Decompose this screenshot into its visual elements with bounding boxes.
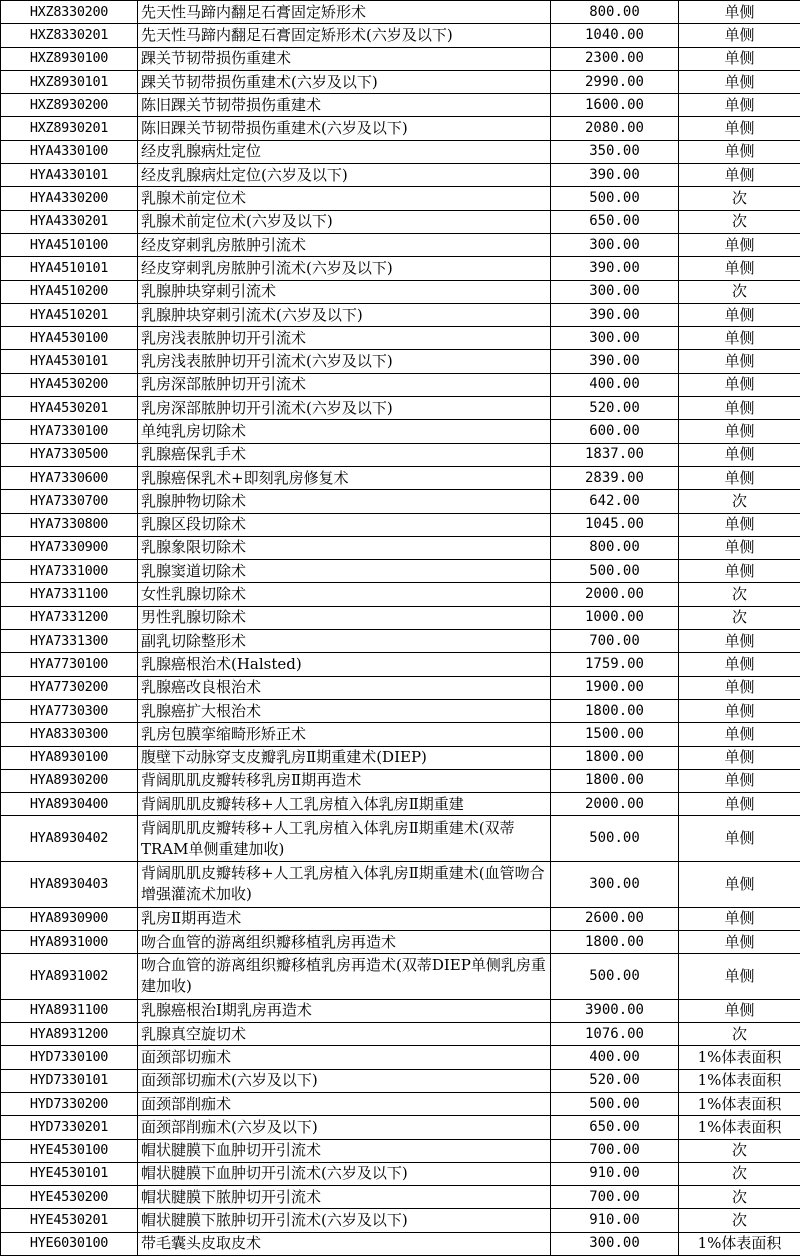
item-code-cell: HYA4330100 [1, 140, 138, 163]
item-code-cell: HYD7330200 [1, 1092, 138, 1115]
item-code-cell: HYD7330100 [1, 1046, 138, 1069]
item-price-cell: 1837.00 [551, 443, 679, 466]
item-name-cell: 面颈部切痂术 [138, 1046, 551, 1069]
item-code-cell: HYD7330201 [1, 1116, 138, 1139]
item-price-cell: 642.00 [551, 490, 679, 513]
item-name-cell: 面颈部削痂术 [138, 1092, 551, 1115]
item-unit-cell: 单侧 [679, 513, 800, 536]
item-code-cell: HYA8931200 [1, 1023, 138, 1046]
item-price-cell: 500.00 [551, 187, 679, 210]
item-price-cell: 300.00 [551, 233, 679, 256]
item-unit-cell: 次 [679, 583, 800, 606]
item-code-cell: HYA4510201 [1, 303, 138, 326]
item-unit-cell: 单侧 [679, 699, 800, 722]
item-unit-cell: 单侧 [679, 793, 800, 816]
item-name-cell: 经皮乳腺病灶定位(六岁及以下) [138, 164, 551, 187]
item-name-cell: 背阔肌肌皮瓣转移+人工乳房植入体乳房Ⅱ期重建术(血管吻合增强灌流术加收) [138, 861, 551, 907]
item-unit-cell: 单侧 [679, 769, 800, 792]
item-price-cell: 500.00 [551, 954, 679, 1000]
item-price-cell: 910.00 [551, 1162, 679, 1185]
item-name-cell: 乳腺术前定位术(六岁及以下) [138, 210, 551, 233]
item-code-cell: HXZ8930201 [1, 117, 138, 140]
item-unit-cell: 单侧 [679, 397, 800, 420]
item-code-cell: HYE4530101 [1, 1162, 138, 1185]
table-row [1, 746, 800, 769]
item-code-cell: HYE4530200 [1, 1186, 138, 1209]
item-price-cell: 400.00 [551, 373, 679, 396]
item-name-cell: 乳房包膜挛缩畸形矫正术 [138, 723, 551, 746]
item-unit-cell: 单侧 [679, 327, 800, 350]
item-name-cell: 乳腺肿块穿刺引流术 [138, 280, 551, 303]
table-row [1, 350, 800, 373]
item-code-cell: HYA4510200 [1, 280, 138, 303]
item-name-cell: 乳腺术前定位术 [138, 187, 551, 210]
item-name-cell: 乳腺癌扩大根治术 [138, 699, 551, 722]
table-row [1, 513, 800, 536]
item-code-cell: HYA8930200 [1, 769, 138, 792]
item-name-cell: 背阔肌肌皮瓣转移+人工乳房植入体乳房Ⅱ期重建 [138, 793, 551, 816]
item-price-cell: 390.00 [551, 350, 679, 373]
item-code-cell: HYA7730300 [1, 699, 138, 722]
item-unit-cell: 次 [679, 1139, 800, 1162]
item-code-cell: HYA7330500 [1, 443, 138, 466]
item-code-cell: HYA7331300 [1, 630, 138, 653]
table-row [1, 420, 800, 443]
item-unit-cell: 单侧 [679, 930, 800, 953]
item-price-cell: 300.00 [551, 280, 679, 303]
item-price-cell: 2600.00 [551, 907, 679, 930]
item-code-cell: HYA8930900 [1, 907, 138, 930]
item-price-cell: 520.00 [551, 1069, 679, 1092]
item-name-cell: 乳腺癌根治Ⅰ期乳房再造术 [138, 999, 551, 1022]
item-name-cell: 经皮乳腺病灶定位 [138, 140, 551, 163]
item-unit-cell: 单侧 [679, 536, 800, 559]
table-row [1, 930, 800, 953]
table-row [1, 1139, 800, 1162]
item-unit-cell: 单侧 [679, 350, 800, 373]
item-name-cell: 陈旧踝关节韧带损伤重建术 [138, 94, 551, 117]
item-unit-cell: 单侧 [679, 373, 800, 396]
item-unit-cell: 1%体表面积 [679, 1069, 800, 1092]
item-price-cell: 910.00 [551, 1209, 679, 1232]
item-name-cell: 腹壁下动脉穿支皮瓣乳房Ⅱ期重建术(DIEP) [138, 746, 551, 769]
item-name-cell: 乳腺癌保乳手术 [138, 443, 551, 466]
item-price-cell: 3900.00 [551, 999, 679, 1022]
table-row [1, 1069, 800, 1092]
item-code-cell: HYE4530100 [1, 1139, 138, 1162]
table-row [1, 70, 800, 93]
item-unit-cell: 次 [679, 1023, 800, 1046]
item-price-cell: 520.00 [551, 397, 679, 420]
item-price-cell: 1000.00 [551, 606, 679, 629]
item-unit-cell: 单侧 [679, 653, 800, 676]
item-code-cell: HXZ8330201 [1, 24, 138, 47]
item-code-cell: HYA7330800 [1, 513, 138, 536]
item-code-cell: HYA7331200 [1, 606, 138, 629]
item-price-cell: 800.00 [551, 536, 679, 559]
item-name-cell: 经皮穿刺乳房脓肿引流术 [138, 233, 551, 256]
item-unit-cell: 1%体表面积 [679, 1092, 800, 1115]
price-table-body [1, 1, 800, 1256]
item-price-cell: 700.00 [551, 630, 679, 653]
table-row [1, 257, 800, 280]
item-code-cell: HYA7330100 [1, 420, 138, 443]
item-code-cell: HYA7730200 [1, 676, 138, 699]
item-code-cell: HYA7331100 [1, 583, 138, 606]
item-unit-cell: 单侧 [679, 303, 800, 326]
table-row [1, 999, 800, 1022]
item-price-cell: 1800.00 [551, 769, 679, 792]
item-code-cell: HYA8930402 [1, 816, 138, 862]
item-price-cell: 300.00 [551, 861, 679, 907]
table-row [1, 233, 800, 256]
table-row [1, 187, 800, 210]
table-row [1, 583, 800, 606]
item-unit-cell: 单侧 [679, 1, 800, 24]
item-price-cell: 2839.00 [551, 466, 679, 489]
item-price-cell: 1045.00 [551, 513, 679, 536]
item-code-cell: HYA4530100 [1, 327, 138, 350]
item-price-cell: 700.00 [551, 1186, 679, 1209]
item-unit-cell: 单侧 [679, 723, 800, 746]
item-unit-cell: 单侧 [679, 443, 800, 466]
item-unit-cell: 单侧 [679, 164, 800, 187]
item-name-cell: 踝关节韧带损伤重建术(六岁及以下) [138, 70, 551, 93]
table-row [1, 907, 800, 930]
item-name-cell: 乳腺癌保乳术+即刻乳房修复术 [138, 466, 551, 489]
item-price-cell: 650.00 [551, 1116, 679, 1139]
table-row [1, 140, 800, 163]
item-price-cell: 1759.00 [551, 653, 679, 676]
item-unit-cell: 单侧 [679, 257, 800, 280]
item-unit-cell: 单侧 [679, 94, 800, 117]
item-price-cell: 1900.00 [551, 676, 679, 699]
item-code-cell: HYA7730100 [1, 653, 138, 676]
item-unit-cell: 单侧 [679, 70, 800, 93]
item-code-cell: HXZ8930100 [1, 47, 138, 70]
item-code-cell: HYA4530101 [1, 350, 138, 373]
table-row [1, 676, 800, 699]
item-unit-cell: 次 [679, 1162, 800, 1185]
item-price-cell: 700.00 [551, 1139, 679, 1162]
table-row [1, 164, 800, 187]
item-unit-cell: 单侧 [679, 24, 800, 47]
item-unit-cell: 单侧 [679, 954, 800, 1000]
item-name-cell: 乳腺区段切除术 [138, 513, 551, 536]
table-row [1, 861, 800, 907]
item-code-cell: HYA7330600 [1, 466, 138, 489]
item-code-cell: HYA4330201 [1, 210, 138, 233]
table-row [1, 699, 800, 722]
table-row [1, 606, 800, 629]
table-row [1, 1162, 800, 1185]
table-row [1, 1209, 800, 1232]
item-name-cell: 背阔肌肌皮瓣转移+人工乳房植入体乳房Ⅱ期重建术(双蒂TRAM单侧重建加收) [138, 816, 551, 862]
item-code-cell: HXZ8330200 [1, 1, 138, 24]
item-unit-cell: 单侧 [679, 47, 800, 70]
item-unit-cell: 单侧 [679, 630, 800, 653]
table-row [1, 630, 800, 653]
item-code-cell: HYA4530201 [1, 397, 138, 420]
table-row [1, 1232, 800, 1255]
item-name-cell: 男性乳腺切除术 [138, 606, 551, 629]
item-name-cell: 乳房Ⅱ期再造术 [138, 907, 551, 930]
item-name-cell: 女性乳腺切除术 [138, 583, 551, 606]
item-code-cell: HYA7331000 [1, 560, 138, 583]
item-code-cell: HYA8930400 [1, 793, 138, 816]
item-unit-cell: 单侧 [679, 816, 800, 862]
item-code-cell: HYA7330900 [1, 536, 138, 559]
item-name-cell: 乳房浅表脓肿切开引流术(六岁及以下) [138, 350, 551, 373]
item-name-cell: 乳腺癌根治术(Halsted) [138, 653, 551, 676]
item-code-cell: HYA4330200 [1, 187, 138, 210]
table-row [1, 536, 800, 559]
item-unit-cell: 次 [679, 1209, 800, 1232]
item-name-cell: 副乳切除整形术 [138, 630, 551, 653]
item-price-cell: 500.00 [551, 560, 679, 583]
item-name-cell: 吻合血管的游离组织瓣移植乳房再造术 [138, 930, 551, 953]
item-name-cell: 乳房浅表脓肿切开引流术 [138, 327, 551, 350]
item-unit-cell: 单侧 [679, 746, 800, 769]
item-price-cell: 2000.00 [551, 793, 679, 816]
item-price-cell: 1500.00 [551, 723, 679, 746]
item-name-cell: 帽状腱膜下血肿切开引流术 [138, 1139, 551, 1162]
table-row [1, 793, 800, 816]
item-price-cell: 800.00 [551, 1, 679, 24]
item-unit-cell: 次 [679, 490, 800, 513]
table-row [1, 443, 800, 466]
item-price-cell: 1076.00 [551, 1023, 679, 1046]
item-price-cell: 390.00 [551, 257, 679, 280]
item-code-cell: HYE4530201 [1, 1209, 138, 1232]
item-price-cell: 390.00 [551, 164, 679, 187]
item-unit-cell: 单侧 [679, 676, 800, 699]
item-code-cell: HYA8330300 [1, 723, 138, 746]
table-row [1, 1023, 800, 1046]
item-price-cell: 1800.00 [551, 930, 679, 953]
table-row [1, 327, 800, 350]
item-name-cell: 先天性马蹄内翻足石膏固定矫形术(六岁及以下) [138, 24, 551, 47]
item-price-cell: 1600.00 [551, 94, 679, 117]
item-unit-cell: 次 [679, 210, 800, 233]
item-price-cell: 300.00 [551, 1232, 679, 1255]
table-row [1, 466, 800, 489]
item-name-cell: 面颈部切痂术(六岁及以下) [138, 1069, 551, 1092]
item-price-cell: 390.00 [551, 303, 679, 326]
table-row [1, 1046, 800, 1069]
item-name-cell: 背阔肌肌皮瓣转移乳房Ⅱ期再造术 [138, 769, 551, 792]
item-price-cell: 600.00 [551, 420, 679, 443]
item-name-cell: 乳房深部脓肿切开引流术(六岁及以下) [138, 397, 551, 420]
table-row [1, 373, 800, 396]
item-code-cell: HYA4530200 [1, 373, 138, 396]
table-row [1, 1116, 800, 1139]
item-unit-cell: 单侧 [679, 560, 800, 583]
item-name-cell: 乳腺窦道切除术 [138, 560, 551, 583]
item-name-cell: 帽状腱膜下血肿切开引流术(六岁及以下) [138, 1162, 551, 1185]
item-code-cell: HXZ8930101 [1, 70, 138, 93]
item-code-cell: HYA8931002 [1, 954, 138, 1000]
item-price-cell: 2080.00 [551, 117, 679, 140]
item-price-cell: 1800.00 [551, 746, 679, 769]
item-name-cell: 陈旧踝关节韧带损伤重建术(六岁及以下) [138, 117, 551, 140]
item-unit-cell: 单侧 [679, 999, 800, 1022]
table-row [1, 769, 800, 792]
item-unit-cell: 次 [679, 280, 800, 303]
item-code-cell: HYA8930403 [1, 861, 138, 907]
table-row [1, 303, 800, 326]
item-code-cell: HYE6030100 [1, 1232, 138, 1255]
item-name-cell: 单纯乳房切除术 [138, 420, 551, 443]
item-unit-cell: 单侧 [679, 907, 800, 930]
item-name-cell: 先天性马蹄内翻足石膏固定矫形术 [138, 1, 551, 24]
item-price-cell: 500.00 [551, 1092, 679, 1115]
table-row [1, 1092, 800, 1115]
table-row [1, 1186, 800, 1209]
table-row [1, 816, 800, 862]
item-price-cell: 2000.00 [551, 583, 679, 606]
item-price-cell: 2300.00 [551, 47, 679, 70]
item-name-cell: 吻合血管的游离组织瓣移植乳房再造术(双蒂DIEP单侧乳房重建加收) [138, 954, 551, 1000]
item-unit-cell: 单侧 [679, 140, 800, 163]
table-row [1, 24, 800, 47]
table-row [1, 490, 800, 513]
item-price-cell: 400.00 [551, 1046, 679, 1069]
item-name-cell: 乳腺象限切除术 [138, 536, 551, 559]
table-row [1, 47, 800, 70]
item-price-cell: 2990.00 [551, 70, 679, 93]
item-price-cell: 350.00 [551, 140, 679, 163]
table-row [1, 280, 800, 303]
item-name-cell: 帽状腱膜下脓肿切开引流术 [138, 1186, 551, 1209]
item-name-cell: 经皮穿刺乳房脓肿引流术(六岁及以下) [138, 257, 551, 280]
item-price-cell: 1040.00 [551, 24, 679, 47]
item-unit-cell: 1%体表面积 [679, 1232, 800, 1255]
item-unit-cell: 次 [679, 606, 800, 629]
item-name-cell: 踝关节韧带损伤重建术 [138, 47, 551, 70]
item-name-cell: 乳腺癌改良根治术 [138, 676, 551, 699]
item-name-cell: 面颈部削痂术(六岁及以下) [138, 1116, 551, 1139]
item-unit-cell: 次 [679, 1186, 800, 1209]
item-unit-cell: 1%体表面积 [679, 1046, 800, 1069]
item-code-cell: HXZ8930200 [1, 94, 138, 117]
table-row [1, 94, 800, 117]
item-unit-cell: 次 [679, 187, 800, 210]
item-code-cell: HYA4330101 [1, 164, 138, 187]
item-unit-cell: 1%体表面积 [679, 1116, 800, 1139]
table-row [1, 397, 800, 420]
item-code-cell: HYD7330101 [1, 1069, 138, 1092]
table-row [1, 954, 800, 1000]
item-name-cell: 帽状腱膜下脓肿切开引流术(六岁及以下) [138, 1209, 551, 1232]
table-row [1, 723, 800, 746]
item-code-cell: HYA4510101 [1, 257, 138, 280]
item-code-cell: HYA7330700 [1, 490, 138, 513]
item-price-cell: 300.00 [551, 327, 679, 350]
item-code-cell: HYA8931100 [1, 999, 138, 1022]
item-unit-cell: 单侧 [679, 861, 800, 907]
table-row [1, 117, 800, 140]
item-price-cell: 1800.00 [551, 699, 679, 722]
item-name-cell: 乳腺肿物切除术 [138, 490, 551, 513]
item-price-cell: 650.00 [551, 210, 679, 233]
item-unit-cell: 单侧 [679, 420, 800, 443]
table-row [1, 210, 800, 233]
item-name-cell: 乳腺真空旋切术 [138, 1023, 551, 1046]
item-name-cell: 乳房深部脓肿切开引流术 [138, 373, 551, 396]
item-price-cell: 500.00 [551, 816, 679, 862]
table-row [1, 653, 800, 676]
table-row [1, 1, 800, 24]
item-code-cell: HYA8930100 [1, 746, 138, 769]
item-unit-cell: 单侧 [679, 117, 800, 140]
item-unit-cell: 单侧 [679, 466, 800, 489]
item-name-cell: 乳腺肿块穿刺引流术(六岁及以下) [138, 303, 551, 326]
item-unit-cell: 单侧 [679, 233, 800, 256]
item-code-cell: HYA4510100 [1, 233, 138, 256]
table-row [1, 560, 800, 583]
item-name-cell: 带毛囊头皮取皮术 [138, 1232, 551, 1255]
item-code-cell: HYA8931000 [1, 930, 138, 953]
